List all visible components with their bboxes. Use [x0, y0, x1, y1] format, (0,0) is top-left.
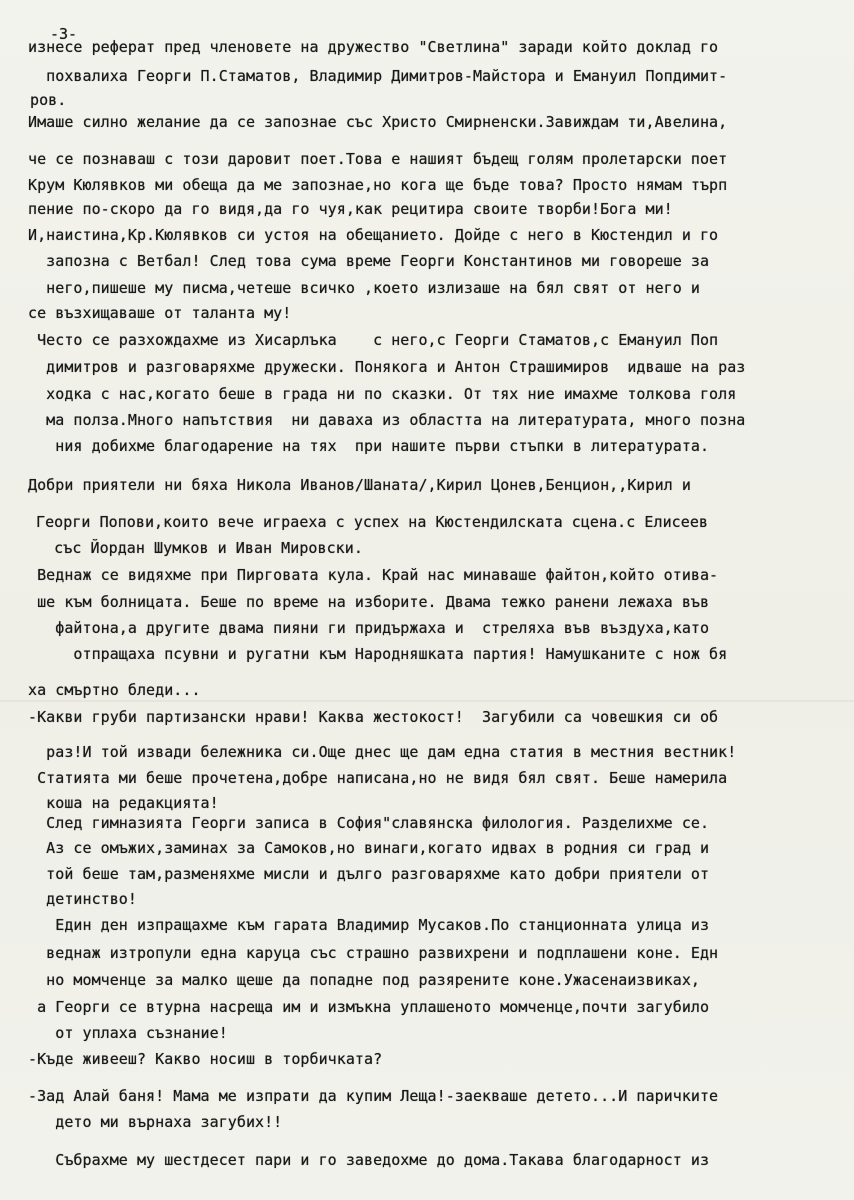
text-line: И,наистина,Кр.Кюлявков си устоя на обещанието. Дойде с него в Кюстендил и го — [28, 226, 719, 244]
page-number: -3- — [50, 25, 78, 43]
text-line: детинство! — [28, 890, 137, 908]
text-line: него,пишеше му писма,четеше всичко ,което излизаше на бял свят от него и — [28, 279, 700, 297]
text-line: След гимназията Георги записа в София"славянска филология. Разделихме се. — [28, 814, 710, 832]
text-line: Веднаж се видяхме при Пирговата кула. Край нас минаваше файтон,който отива- — [28, 566, 719, 584]
text-line: ма полза.Много напътствия ни даваха из областта на литературата, много позна — [28, 411, 746, 429]
text-line: дето ми върнаха загубих!! — [28, 1113, 283, 1131]
text-line: ров. — [30, 91, 67, 109]
text-line: Добри приятели ни бяха Никола Иванов/Шаната/,Кирил Цонев,Бенцион,,Кирил и — [28, 476, 691, 494]
text-line: Често се разхождахме из Хисарлъка с него,с Георги Стаматов,с Емануил Поп — [28, 331, 719, 349]
text-line: пение по-скоро да го видя,да го чуя,как рецитира своите творби!Бога ми! — [28, 200, 673, 218]
text-line: веднаж изтропули една каруца със страшно развихрени и подплашени коне. Едн — [28, 944, 719, 962]
text-line: но момченце за малко щеше да попадне под разярените коне.Ужасенаизвиках, — [28, 971, 700, 989]
text-line: Аз се омъжих,заминах за Самоков,но винаги,когато идвах в родния си град и — [28, 839, 710, 857]
text-line: Събрахме му шестдесет пари и го заведохме до дома.Такава благодарност из — [28, 1151, 710, 1169]
text-line: Имаше силно желание да се запознае със Христо Смирненски.Завиждам ти,Авелина, — [28, 113, 728, 131]
text-line: че се познаваш с този даровит поет.Това е нашият бъдещ голям пролетарски поет — [28, 150, 728, 168]
paper-fold — [0, 700, 854, 702]
text-line: от уплаха съзнание! — [28, 1024, 228, 1042]
text-line: ния добихме благодарение на тях при нашите първи стъпки в литературата. — [28, 437, 710, 455]
text-line: запозна с Ветбал! След това сума време Георги Константинов ми говореше за — [28, 252, 710, 270]
text-line: раз!И той извади бележника си.Още днес ще дам една статия в местния вестник! — [28, 743, 737, 761]
text-line: Един ден изпращахме към гарата Владимир Мусаков.По станционната улица из — [28, 916, 710, 934]
text-line: със Йордан Шумков и Иван Мировски. — [36, 539, 363, 557]
text-line: файтона,а другите двама пияни ги придържаха и стреляха във въздуха,като — [28, 619, 710, 637]
text-line: Статията ми беше прочетена,добре написана,но не видя бял свят. Беше намерила — [28, 769, 728, 787]
text-line: ходка с нас,когато беше в града ни по сказки. От тях ние имахме толкова голя — [28, 385, 737, 403]
text-line: се възхищаваше от таланта му! — [28, 304, 292, 322]
text-line: димитров и разговаряхме дружески. Понякога и Антон Страшимиров идваше на раз — [28, 358, 746, 376]
text-line: коша на редакцията! — [28, 794, 219, 812]
text-line: той беше там,разменяхме мисли и дълго разговаряхме като добри приятели от — [28, 865, 710, 883]
text-line: ха смъртно бледи... — [28, 681, 201, 699]
text-line: отпращаха псувни и ругатни към Народняшката партия! Намушканите с нож бя — [28, 645, 728, 663]
text-line: -Какви груби партизански нрави! Каква жестокост! Загубили са човешкия си об — [28, 708, 719, 726]
text-line: похвалиха Георги П.Стаматов, Владимир Димитров-Майстора и Емануил Попдимит- — [28, 67, 728, 85]
text-line: изнесе реферат пред членовете на дружество "Светлина" заради който доклад го — [28, 38, 719, 56]
text-line: Крум Кюлявков ми обеща да ме запознае,но кога ще бъде това? Просто нямам търп — [28, 176, 728, 194]
text-line: -Зад Алай баня! Мама ме изпрати да купим Леща!-заекваше детето...И паричките — [28, 1087, 719, 1105]
text-line: -Къде живееш? Какво носиш в торбичката? — [28, 1050, 383, 1068]
text-line: а Георги се втурна насреща им и измъкна уплашеното момченце,почти загубило — [28, 998, 710, 1016]
text-line: Георги Попови,които вече играеха с успех на Кюстендилската сцена.с Елисеев — [36, 513, 708, 531]
text-line: ше към болницата. Беше по време на изборите. Двама тежко ранени лежаха във — [28, 593, 710, 611]
